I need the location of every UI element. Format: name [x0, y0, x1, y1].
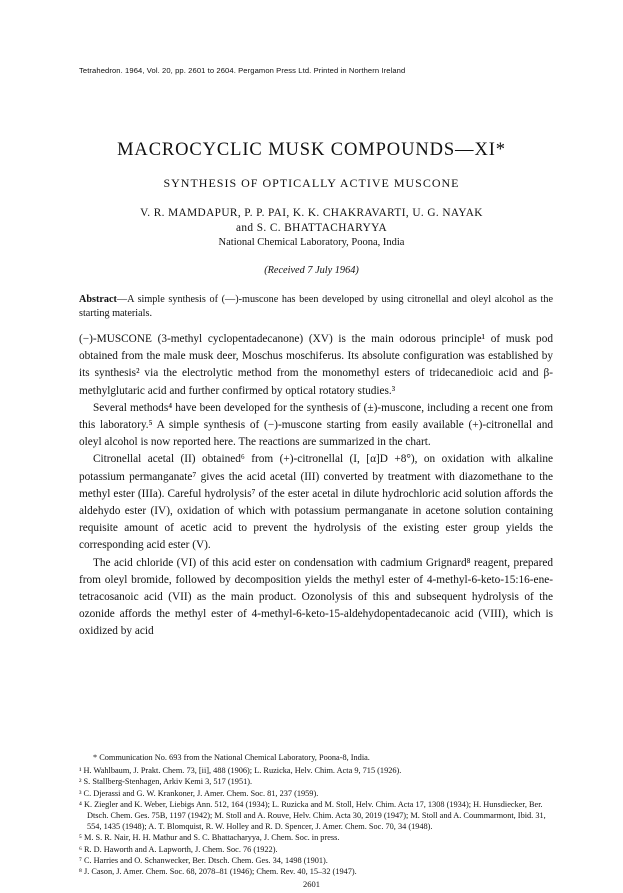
footnote-4: ⁴ K. Ziegler and K. Weber, Liebigs Ann. 512, 164 (1934); L. Ruzicka and M. Stoll, Helv. Chim. Acta 17, 1308 (1934); H. Hunsdiecker, Ber. Dtsch. Chem. Ges. 75B, 1197 (1942); M. Stoll and A. Rouve, Helv. Chim. Acta 30, 2019 (1947); M. Stoll and A. Coummarmont, Ibid. 31, 554, 1435 (1948); A. T. Blomquist, R. W. Holley and R. D. Spencer, J. Amer. Chem. Soc. 70, 34 (1948). [79, 799, 546, 832]
footnote-1: ¹ H. Wahlbaum, J. Prakt. Chem. 73, [ii], 488 (1906); L. Ruzicka, Helv. Chim. Acta 9, 715 (1926). [79, 766, 402, 776]
running-head: Tetrahedron. 1964, Vol. 20, pp. 2601 to 2604. Pergamon Press Ltd. Printed in Northern Ireland [79, 66, 406, 75]
footnote-3: ³ C. Djerassi and G. W. Krankoner, J. Amer. Chem. Soc. 81, 237 (1959). [79, 788, 319, 798]
affiliation: National Chemical Laboratory, Poona, India [218, 237, 405, 248]
footnote-6: ⁶ R. D. Haworth and A. Lapworth, J. Chem. Soc. 76 (1922). [79, 844, 278, 854]
abstract [79, 293, 553, 320]
received-date: (Received 7 July 1964) [264, 265, 359, 276]
body-paragraph-3: Citronellal acetal (II) obtained⁶ from (+)-citronellal (I, [α]D +8°), on oxidation with alkaline potassium permanganate⁷ gives the acid acetal (III) converted by treatment with diazomethane to the methyl ester (IIIa). Careful hydrolysis⁷ of the ester acetal in dilute hydrochloric acid solution affords the aldehydo ester (IV), oxidation of which with potassium permanganate in acetone solution containing requisite amount of acetic acid to prevent the hydrolysis of the existing ester group yields the corresponding acid ester (V). [79, 453, 553, 552]
footnote-8: ⁸ J. Cason, J. Amer. Chem. Soc. 68, 2078–81 (1946); Chem. Rev. 40, 15–32 (1947). [79, 867, 357, 877]
footnote-2: ² S. Stallberg-Stenhagen, Arkiv Kemi 3, 517 (1951). [79, 777, 253, 787]
paper-title: MACROCYCLIC MUSK COMPOUNDS—XI* [117, 140, 506, 160]
footnote-5: ⁵ M. S. R. Nair, H. H. Mathur and S. C. Bhattacharyya, J. Chem. Soc. in press. [79, 833, 340, 843]
abstract-text: —A simple synthesis of (—)-muscone has been developed by using citronellal and oleyl alcohol as the starting materials. [79, 294, 553, 319]
author-list [0, 206, 623, 236]
body-paragraph-2: Several methods⁴ have been developed for the synthesis of (±)-muscone, including a recent one from this laboratory.⁵ A simple synthesis of (−)-muscone starting from easily available (+)-citronellal and oleyl alcohol is now reported here. The reactions are summarized in the chart. [79, 401, 553, 449]
authors-line-1: V. R. MAMDAPUR, P. P. PAI, K. K. CHAKRAVARTI, U. G. NAYAK [140, 207, 483, 219]
body-paragraph-4: The acid chloride (VI) of this acid ester on condensation with cadmium Grignard⁸ reagent, prepared from oleyl bromide, followed by decomposition yields the methyl ester of 4-methyl-6-keto-15:16-ene-tetracosanoic acid (VII) as the main product. Ozonolysis of this and subsequent hydrolysis of the ozonide affords the methyl ester of 4-methyl-6-keto-15-aldehydopentadecanoic acid (VIII), which is oxidized by acid [79, 556, 553, 638]
page-number: 2601 [303, 879, 320, 889]
abstract-label: Abstract [79, 294, 117, 305]
footnotes [79, 752, 553, 877]
body-paragraph-1: (−)-MUSCONE (3-methyl cyclopentadecanone) (XV) is the main odorous principle¹ of musk pod obtained from the male musk deer, Moschus moschiferus. Its absolute configuration was established by its synthesis² via the electrolytic method from the monomethyl esters of tridecanedioic acid and β-methylglutaric acid and further confirmed by optical rotatory studies.³ [79, 333, 553, 397]
paper-subtitle: SYNTHESIS OF OPTICALLY ACTIVE MUSCONE [163, 176, 460, 190]
body-text [79, 331, 553, 641]
footnote-7: ⁷ C. Harries and O. Schanwecker, Ber. Dtsch. Chem. Ges. 34, 1498 (1901). [79, 855, 328, 865]
footnote-star: * Communication No. 693 from the National Chemical Laboratory, Poona-8, India. [93, 753, 370, 762]
authors-line-2: and S. C. BHATTACHARYYA [235, 222, 388, 234]
